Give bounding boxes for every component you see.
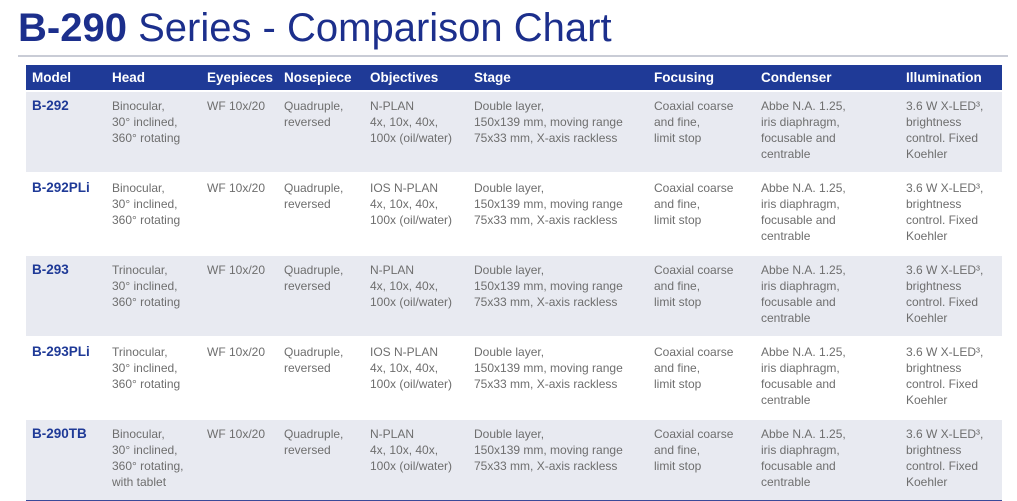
cell-condenser: Abbe N.A. 1.25, iris diaphragm, focusable and centrable (755, 91, 900, 173)
cell-illumination: 3.6 W X-LED³, brightness control. Fixed Koehler (900, 337, 1002, 419)
model-name: B-293PLi (26, 337, 106, 419)
title-divider (18, 55, 1008, 57)
cell-focusing: Coaxial coarse and fine, limit stop (648, 419, 755, 501)
cell-stage: Double layer, 150x139 mm, moving range 75x33 mm, X-axis rackless (468, 173, 648, 255)
cell-objectives: IOS N-PLAN 4x, 10x, 40x, 100x (oil/water) (364, 337, 468, 419)
column-header-focusing: Focusing (648, 65, 755, 91)
page-title (18, 4, 612, 52)
cell-nosepiece: Quadruple, reversed (278, 337, 364, 419)
cell-eyepieces: WF 10x/20 (201, 337, 278, 419)
cell-condenser: Abbe N.A. 1.25, iris diaphragm, focusable and centrable (755, 173, 900, 255)
model-name: B-292PLi (26, 173, 106, 255)
column-header-nosepiece: Nosepiece (278, 65, 364, 91)
cell-objectives: N-PLAN 4x, 10x, 40x, 100x (oil/water) (364, 255, 468, 337)
title-text: Series - Comparison Chart (126, 6, 612, 50)
cell-head: Binocular, 30° inclined, 360° rotating, with tablet (106, 419, 201, 501)
column-header-stage: Stage (468, 65, 648, 91)
cell-objectives: N-PLAN 4x, 10x, 40x, 100x (oil/water) (364, 419, 468, 501)
model-name: B-290TB (26, 419, 106, 501)
cell-stage: Double layer, 150x139 mm, moving range 75x33 mm, X-axis rackless (468, 419, 648, 501)
cell-focusing: Coaxial coarse and fine, limit stop (648, 91, 755, 173)
column-header-eyepieces: Eyepieces (201, 65, 278, 91)
cell-stage: Double layer, 150x139 mm, moving range 75x33 mm, X-axis rackless (468, 337, 648, 419)
column-header-head: Head (106, 65, 201, 91)
column-header-model: Model (26, 65, 106, 91)
cell-nosepiece: Quadruple, reversed (278, 91, 364, 173)
table-row (26, 91, 1002, 173)
cell-objectives: IOS N-PLAN 4x, 10x, 40x, 100x (oil/water) (364, 173, 468, 255)
cell-head: Binocular, 30° inclined, 360° rotating (106, 173, 201, 255)
comparison-table (26, 65, 1002, 501)
cell-nosepiece: Quadruple, reversed (278, 419, 364, 501)
cell-focusing: Coaxial coarse and fine, limit stop (648, 255, 755, 337)
cell-illumination: 3.6 W X-LED³, brightness control. Fixed Koehler (900, 255, 1002, 337)
column-header-condenser: Condenser (755, 65, 900, 91)
cell-condenser: Abbe N.A. 1.25, iris diaphragm, focusable and centrable (755, 419, 900, 501)
table-header (26, 65, 1002, 91)
cell-condenser: Abbe N.A. 1.25, iris diaphragm, focusable and centrable (755, 337, 900, 419)
cell-illumination: 3.6 W X-LED³, brightness control. Fixed Koehler (900, 419, 1002, 501)
cell-head: Binocular, 30° inclined, 360° rotating (106, 91, 201, 173)
model-name: B-292 (26, 91, 106, 173)
table-row (26, 337, 1002, 419)
column-header-objectives: Objectives (364, 65, 468, 91)
cell-head: Trinocular, 30° inclined, 360° rotating (106, 255, 201, 337)
cell-stage: Double layer, 150x139 mm, moving range 75x33 mm, X-axis rackless (468, 91, 648, 173)
cell-head: Trinocular, 30° inclined, 360° rotating (106, 337, 201, 419)
cell-eyepieces: WF 10x/20 (201, 91, 278, 173)
cell-condenser: Abbe N.A. 1.25, iris diaphragm, focusable and centrable (755, 255, 900, 337)
cell-nosepiece: Quadruple, reversed (278, 255, 364, 337)
cell-stage: Double layer, 150x139 mm, moving range 75x33 mm, X-axis rackless (468, 255, 648, 337)
cell-objectives: N-PLAN 4x, 10x, 40x, 100x (oil/water) (364, 91, 468, 173)
series-code: B-290 (18, 6, 127, 50)
model-name: B-293 (26, 255, 106, 337)
cell-eyepieces: WF 10x/20 (201, 419, 278, 501)
header-row (26, 65, 1002, 91)
cell-illumination: 3.6 W X-LED³, brightness control. Fixed Koehler (900, 91, 1002, 173)
cell-eyepieces: WF 10x/20 (201, 173, 278, 255)
cell-illumination: 3.6 W X-LED³, brightness control. Fixed Koehler (900, 173, 1002, 255)
cell-eyepieces: WF 10x/20 (201, 255, 278, 337)
cell-focusing: Coaxial coarse and fine, limit stop (648, 337, 755, 419)
table-row (26, 255, 1002, 337)
table-row (26, 173, 1002, 255)
table-row (26, 419, 1002, 501)
column-header-illumination: Illumination (900, 65, 1002, 91)
table-body (26, 91, 1002, 501)
cell-nosepiece: Quadruple, reversed (278, 173, 364, 255)
cell-focusing: Coaxial coarse and fine, limit stop (648, 173, 755, 255)
